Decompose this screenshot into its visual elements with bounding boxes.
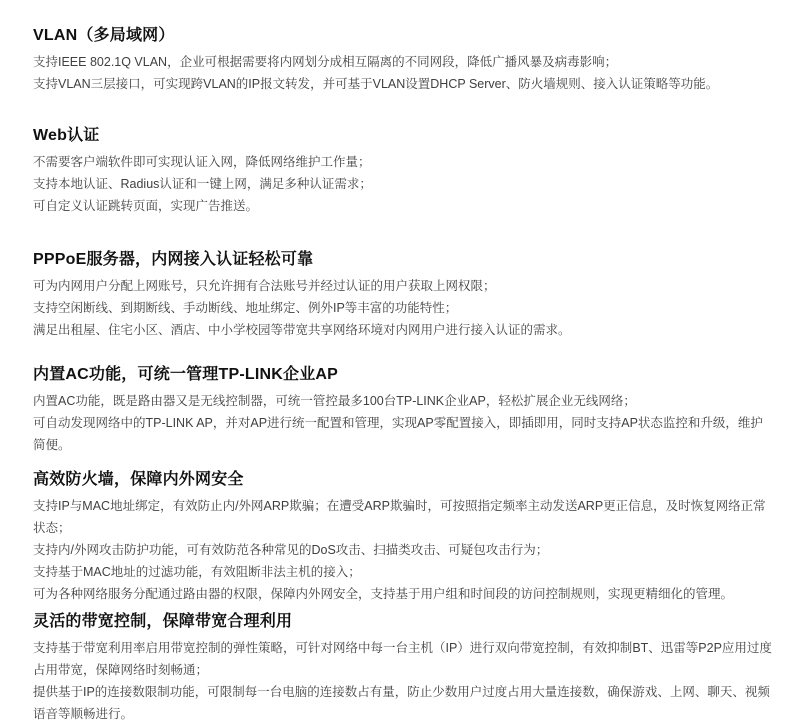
feature-line: 支持空闲断线、到期断线、手动断线、地址绑定、例外IP等丰富的功能特性； bbox=[33, 301, 458, 315]
feature-line: 满足出租屋、住宅小区、酒店、中小学校园等带宽共享网络环境对内网用户进行接入认证的需求。 bbox=[33, 323, 571, 337]
feature-line: 支持IEEE 802.1Q VLAN，企业可根据需要将内网划分成相互隔离的不同网段，降低广播风暴及病毒影响； bbox=[33, 55, 618, 69]
section-web-auth bbox=[33, 126, 773, 217]
section-title-pppoe-server: PPPoE服务器，内网接入认证轻松可靠 bbox=[33, 251, 314, 268]
feature-line: 支持VLAN三层接口，可实现跨VLAN的IP报文转发，并可基于VLAN设置DHCP Server、防火墙规则、接入认证策略等功能。 bbox=[33, 77, 719, 91]
section-title-firewall: 高效防火墙，保障内外网安全 bbox=[33, 471, 244, 488]
section-title-ac-management: 内置AC功能，可统一管理TP-LINK企业AP bbox=[33, 366, 339, 383]
section-firewall bbox=[33, 470, 773, 605]
section-pppoe-server bbox=[33, 250, 773, 341]
section-title-bandwidth-control: 灵活的带宽控制，保障带宽合理利用 bbox=[33, 613, 293, 630]
feature-line: 支持基于MAC地址的过滤功能，有效阻断非法主机的接入； bbox=[33, 565, 361, 579]
feature-line: 提供基于IP的连接数限制功能，可限制每一台电脑的连接数占有量，防止少数用户过度占用大量连接数，确保游戏、上网、聊天、视频语音等顺畅进行。 bbox=[33, 685, 770, 721]
feature-line: 可为各种网络服务分配通过路由器的权限，保障内外网安全，支持基于用户组和时间段的访问控制规则，实现更精细化的管理。 bbox=[33, 587, 734, 601]
feature-line: 支持本地认证、Radius认证和一键上网，满足多种认证需求； bbox=[33, 177, 372, 191]
section-ac-management bbox=[33, 365, 773, 456]
section-title-web-auth: Web认证 bbox=[33, 127, 100, 144]
feature-line: 可为内网用户分配上网账号，只允许拥有合法账号并经过认证的用户获取上网权限； bbox=[33, 279, 496, 293]
feature-line: 支持内/外网攻击防护功能，可有效防范各种常见的DoS攻击、扫描类攻击、可疑包攻击行为； bbox=[33, 543, 549, 557]
feature-line: 内置AC功能，既是路由器又是无线控制器，可统一管控最多100台TP-LINK企业AP，轻松扩展企业无线网络； bbox=[33, 394, 636, 408]
feature-line: 不需要客户端软件即可实现认证入网，降低网络维护工作量； bbox=[33, 155, 371, 169]
section-title-vlan: VLAN（多局域网） bbox=[33, 27, 175, 44]
feature-line: 支持IP与MAC地址绑定，有效防止内/外网ARP欺骗；在遭受ARP欺骗时，可按照指定频率主动发送ARP更正信息，及时恢复网络正常状态； bbox=[33, 499, 766, 535]
section-vlan bbox=[33, 26, 773, 95]
feature-line: 可自动发现网络中的TP-LINK AP，并对AP进行统一配置和管理，实现AP零配置接入，即插即用，同时支持AP状态监控和升级，维护简便。 bbox=[33, 416, 763, 452]
feature-line: 可自定义认证跳转页面，实现广告推送。 bbox=[33, 199, 259, 213]
feature-line: 支持基于带宽利用率启用带宽控制的弹性策略，可针对网络中每一台主机（IP）进行双向带宽控制，有效抑制BT、迅雷等P2P应用过度占用带宽，保障网络时刻畅通； bbox=[33, 641, 772, 677]
